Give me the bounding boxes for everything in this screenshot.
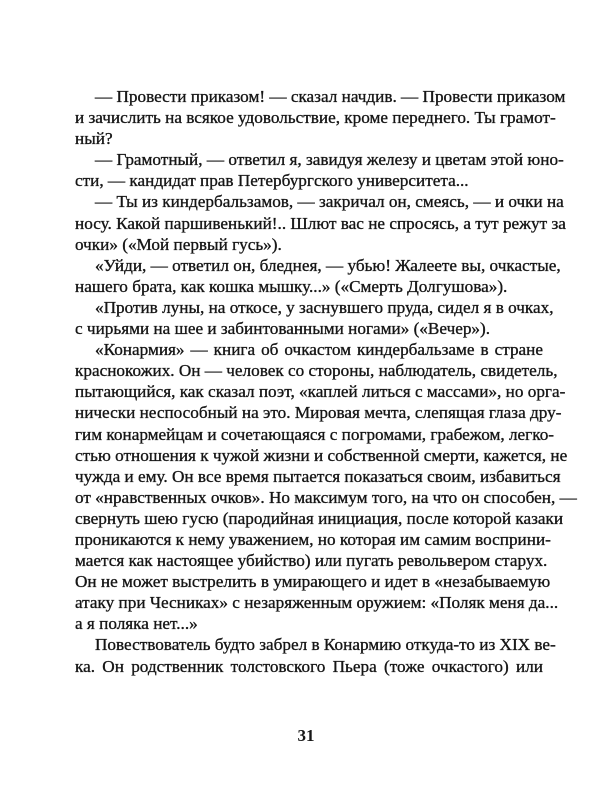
text-line: краснокожих. Он — человек со стороны, наблюдатель, свидетель, [75, 361, 558, 381]
text-line: пытающийся, как сказал поэт, «каплей литься с массами», но орга- [75, 382, 566, 402]
text-line: стью отношения к чужой жизни и собственной смерти, кажется, не [75, 445, 568, 465]
paragraph [75, 191, 566, 254]
text-line: — Грамотный, — ответил я, завидуя железу и цветам этой юно- [95, 150, 564, 170]
text-line: — Провести приказом! — сказал начдив. — Провести приказом [95, 87, 566, 106]
text-line: сти, — кандидат прав Петербургского университета... [75, 171, 469, 191]
text-line: «Уйди, — ответил он, бледнея, — убью! Жалеете вы, очкастые, [95, 255, 561, 275]
page-number: 31 [297, 726, 315, 745]
text-line: ный? [75, 129, 113, 149]
text-line: свернуть шею гусю (пародийная инициация, после которой казаки [75, 508, 564, 528]
text-line: мается как настоящее убийство) или пугать револьвером старух. [75, 551, 548, 571]
text-line: Повествователь будто забрел в Конармию откуда-то из XIX ве- [95, 635, 556, 655]
text-line: — Ты из киндербальзамов, — закричал он, смеясь, — и очки на [95, 192, 564, 212]
text-line: Он не может выстрелить в умирающего и идет в «незабываемую [75, 572, 551, 592]
text-line: проникаются к нему уважением, но которая им самим восприни- [75, 529, 551, 549]
text-line: а я поляка нет...» [75, 614, 198, 634]
text-line: нашего брата, как кошка мышку...» («Смерть Долгушова»). [75, 276, 508, 296]
text-line: очки» («Мой первый гусь»). [75, 234, 282, 254]
text-line: атаку при Чесниках» с незаряженным оружием: «Поляк меня да... [75, 593, 559, 613]
text-line: нически неспособный на это. Мировая мечта, слепящая глаза дру- [75, 403, 562, 423]
text-line: «Против луны, на откосе, у заснувшего пруда, сидел я в очках, [95, 297, 554, 317]
text-line: чужда и ему. Он все время пытается показаться своим, избавиться [75, 466, 561, 486]
text-line: гим конармейцам и сочетающаяся с погромами, грабежом, легко- [75, 424, 555, 444]
paragraph [75, 339, 577, 634]
paragraph [75, 255, 561, 297]
paragraph [75, 149, 564, 191]
text-line: ка. Он родственник толстовского Пьера (тоже очкастого) или [75, 656, 543, 676]
text-line: и зачислить на всякое удовольствие, кроме переднего. Ты грамот- [75, 108, 556, 128]
body-text [75, 86, 577, 677]
text-line: с чирьями на шее и забинтованными ногами» («Вечер»). [75, 319, 491, 339]
paragraph [75, 86, 566, 149]
text-line: от «нравственных очков». Но максимум того, на что он способен, — [75, 487, 577, 507]
paragraph [75, 297, 554, 339]
text-line: носу. Какой паршивенький!.. Шлют вас не спросясь, а тут режут за [75, 213, 566, 233]
text-line: «Конармия» — книга об очкастом киндербальзаме в стране [95, 340, 543, 360]
paragraph [75, 634, 556, 676]
